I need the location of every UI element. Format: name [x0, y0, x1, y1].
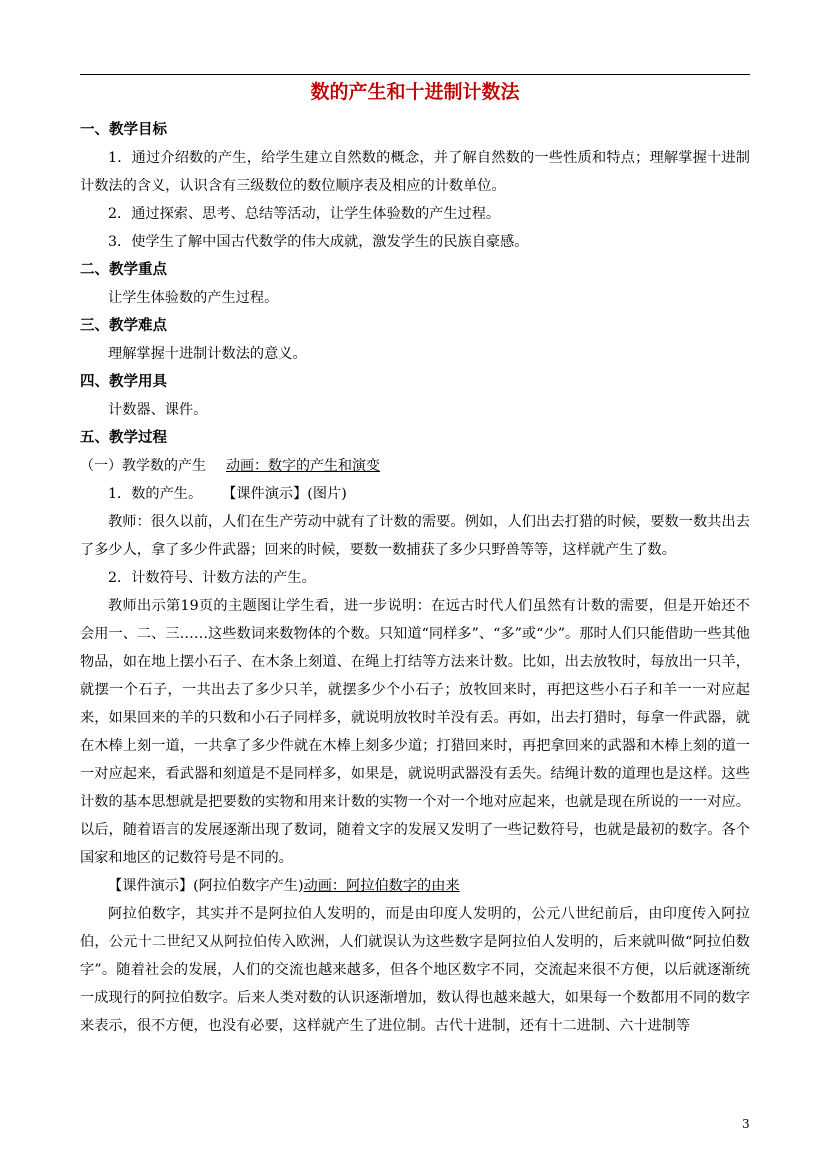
animation-link-arabic-numerals[interactable]: 动画：阿拉伯数字的由来 — [303, 878, 460, 894]
paragraph-3: 阿拉伯数字，其实并不是阿拉伯人发明的，而是由印度人发明的，公元八世纪前后，由印度传入阿拉伯，公元十二世纪又从阿拉伯传入欧洲，人们就误认为这些数字是阿拉伯人发明的，后来就叫做“阿拉伯数字”。随着社会的发展，人们的交流也越来越多，但各个地区数字不同，交流起来很不方便，以后就逐渐统一成现行的阿拉伯数字。后来人类对数的认识逐渐增加，数认得也越来越大，如果每一个数都用不同的数字来表示，很不方便，也没有必要，这样就产生了进位制。古代十进制，还有十二进制、六十进制等 — [80, 906, 750, 1034]
difficulty-text: 理解掌握十进制计数法的意义。 — [108, 346, 307, 362]
paragraph-2: 教师出示第19页的主题图让学生看，进一步说明：在远古时代人们虽然有计数的需要，但是开始还不会用一、二、三……这些数词来数物体的个数。只知道“同样多”、“多”或“少”。那时人们只能借助一些其他物品，如在地上摆小石子、在木条上刻道、在绳上打结等方法来计数。比如，出去放牧时，每放出一只羊，就摆一个石子，一共出去了多少只羊，就摆多少个小石子；放牧回来时，再把这些小石子和羊一一对应起来，如果回来的羊的只数和小石子同样多，就说明放牧时羊没有丢。再如，出去打猎时，每拿一件武器，就在木棒上刻一道，一共拿了多少件就在木棒上刻多少道；打猎回来时，再把拿回来的武器和木棒上刻的道一一对应起来，看武器和刻道是不是同样多，如果是，就说明武器没有丢失。结绳计数的道理也是这样。这些计数的基本思想就是把要数的实物和用来计数的实物一个对一个地对应起来，也就是现在所说的一一对应。以后，随着语言的发展逐渐出现了数词，随着文字的发展又发明了一些记数符号，也就是最初的数字。各个国家和地区的记数符号是不同的。 — [80, 598, 750, 866]
section-heading-goals: 一、教学目标 — [80, 122, 167, 138]
page-title: 数的产生和十进制计数法 — [310, 81, 520, 103]
step-1 — [80, 480, 750, 508]
process-part-1-label: （一）教学数的产生 — [80, 458, 206, 474]
demo-2 — [80, 872, 750, 900]
document-body — [80, 116, 750, 1040]
goal-2: 2．通过探索、思考、总结等活动，让学生体验数的产生过程。 — [108, 206, 501, 222]
section-heading-process: 五、教学过程 — [80, 430, 167, 446]
section-heading-tools: 四、教学用具 — [80, 374, 167, 390]
key-point-text: 让学生体验数的产生过程。 — [108, 290, 279, 306]
step-2-label: 2．计数符号、计数方法的产生。 — [108, 570, 316, 586]
process-part-1 — [80, 452, 750, 480]
header-rule — [80, 74, 750, 75]
section-heading-difficulty: 三、教学难点 — [80, 318, 167, 334]
animation-link-number-origin[interactable]: 动画：数字的产生和演变 — [226, 458, 380, 474]
goal-3: 3．使学生了解中国古代数学的伟大成就，激发学生的民族自豪感。 — [108, 234, 529, 250]
paragraph-1: 教师：很久以前，人们在生产劳动中就有了计数的需要。例如，人们出去打猎的时候，要数一数共出去了多少人，拿了多少件武器；回来的时候，要数一数捕获了多少只野兽等等，这样就产生了数。 — [80, 514, 750, 558]
step-1-label: 1．数的产生。 — [108, 486, 203, 502]
tools-text: 计数器、课件。 — [108, 402, 208, 418]
page-number: 3 — [742, 1117, 750, 1131]
section-heading-key-point: 二、教学重点 — [80, 262, 167, 278]
demo-2-label: 【课件演示】(阿拉伯数字产生) — [108, 878, 304, 894]
goal-1: 1．通过介绍数的产生，给学生建立自然数的概念，并了解自然数的一些性质和特点；理解掌握十进制计数法的含义，认识含有三级数位的数位顺序表及相应的计数单位。 — [80, 150, 750, 194]
step-1-demo: 【课件演示】(图片) — [222, 486, 347, 502]
